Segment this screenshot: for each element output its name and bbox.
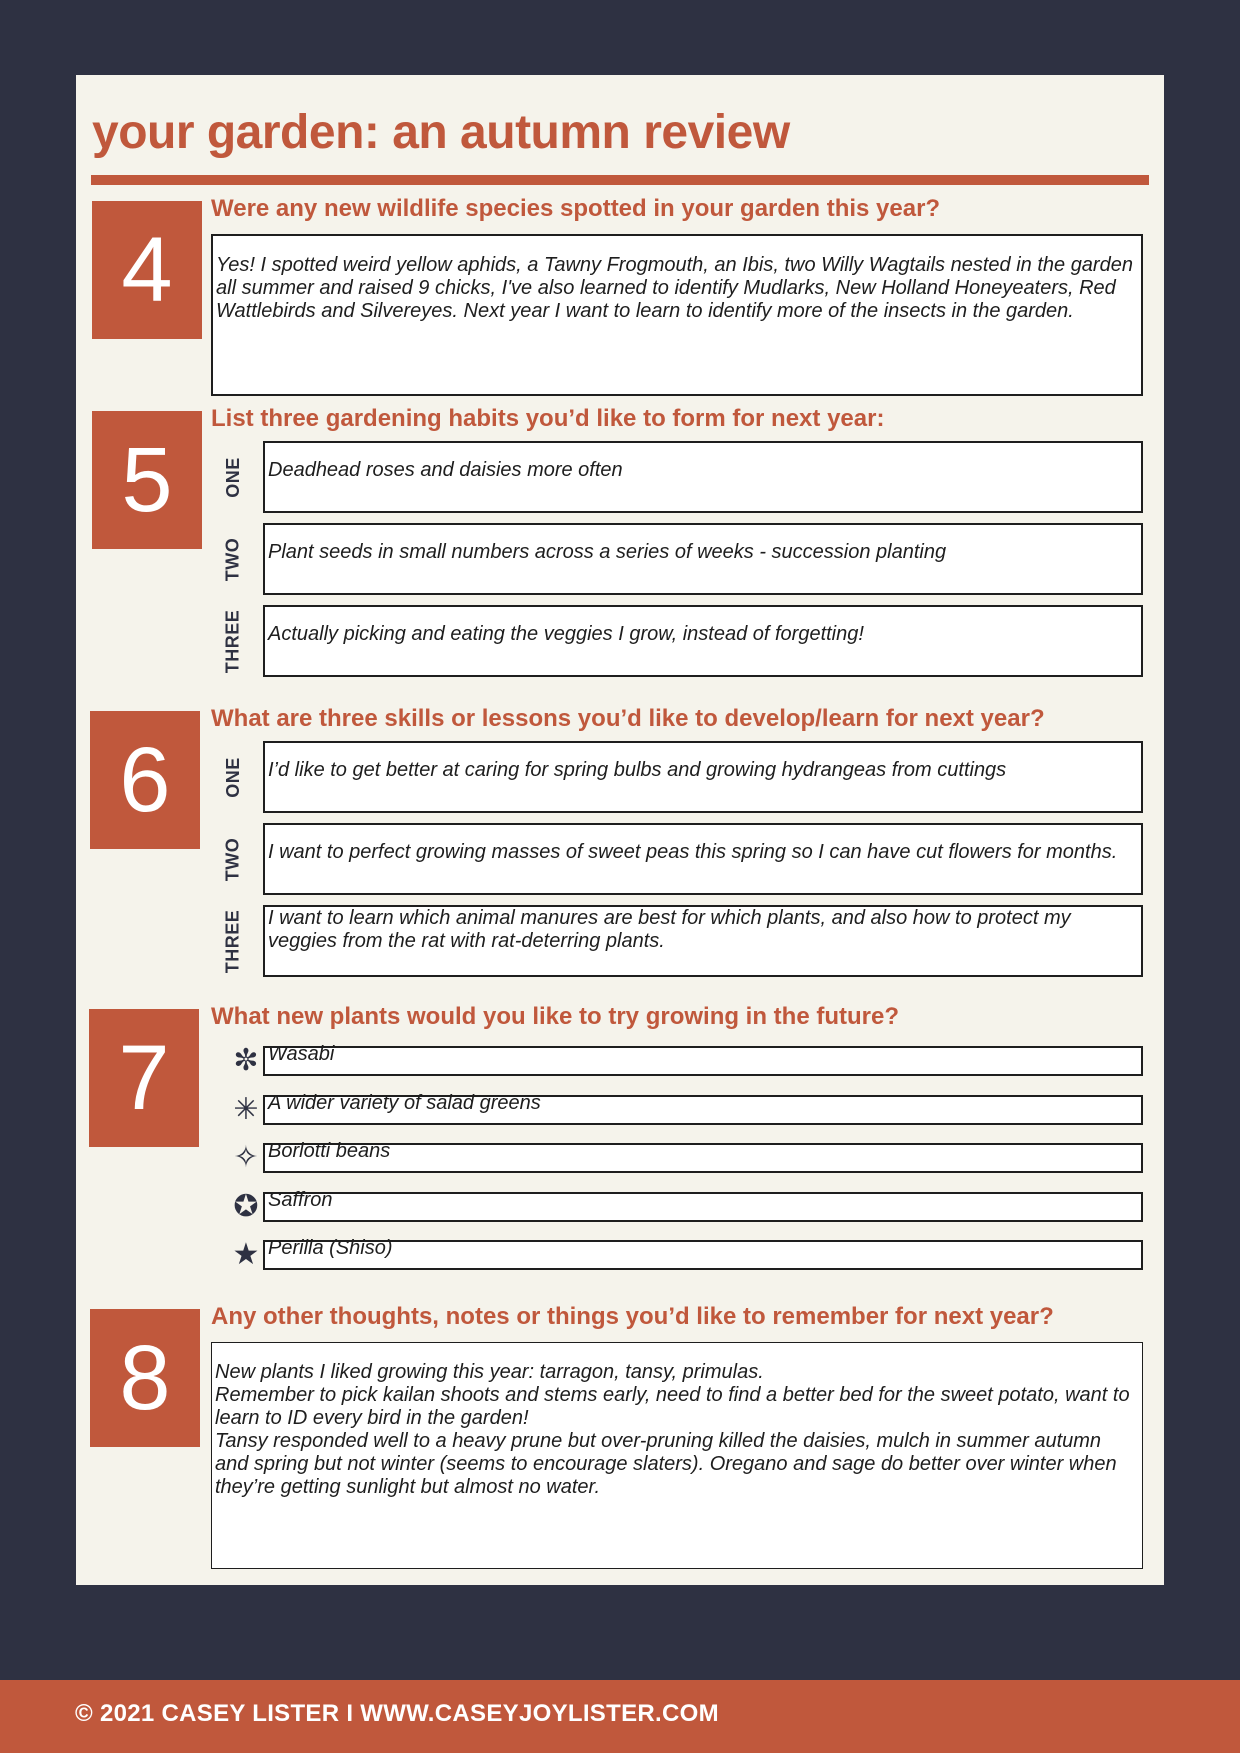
- skill-row-two: [211, 823, 1143, 895]
- habit-field-one[interactable]: Deadhead roses and daisies more often: [263, 441, 1143, 513]
- plant-field-5[interactable]: Perilla (Shiso): [263, 1240, 1143, 1270]
- skill-row-one: [211, 741, 1143, 813]
- question-8: Any other thoughts, notes or things you’d like to remember for next year?: [211, 1303, 1054, 1330]
- plant-row: [211, 1189, 1143, 1223]
- row-label: THREE: [222, 909, 243, 973]
- title-divider: [91, 175, 1149, 185]
- skill-row-three: [211, 905, 1143, 977]
- worksheet-page: [76, 75, 1164, 1585]
- plant-field-2[interactable]: A wider variety of salad greens: [263, 1095, 1143, 1125]
- four-point-star-icon: ✧: [233, 1141, 259, 1174]
- plant-field-3[interactable]: Borlotti beans: [263, 1143, 1143, 1173]
- question-4: Were any new wildlife species spotted in your garden this year?: [211, 195, 941, 222]
- skill-field-one[interactable]: I’d like to get better at caring for spring bulbs and growing hydrangeas from cuttings: [263, 741, 1143, 813]
- star-icon: ★: [232, 1238, 260, 1271]
- asterisk-flower-icon: ✼: [233, 1044, 259, 1077]
- row-label: TWO: [222, 837, 243, 881]
- habit-row-one: [211, 441, 1143, 513]
- plant-field-4[interactable]: Saffron: [263, 1192, 1143, 1222]
- plant-row: [211, 1043, 1143, 1077]
- thin-asterisk-icon: ✳: [233, 1093, 259, 1126]
- row-label: TWO: [222, 537, 243, 581]
- habit-field-three[interactable]: Actually picking and eating the veggies I grow, instead of forgetting!: [263, 605, 1143, 677]
- habit-row-two: [211, 523, 1143, 595]
- page-title: your garden: an autumn review: [92, 106, 790, 159]
- question-5: List three gardening habits you’d like to form for next year:: [211, 405, 885, 432]
- question-7: What new plants would you like to try growing in the future?: [211, 1003, 899, 1030]
- plant-field-1[interactable]: Wasabi: [263, 1046, 1143, 1076]
- section-number-4: 4: [92, 201, 202, 339]
- footer-copyright: © 2021 CASEY LISTER I WWW.CASEYJOYLISTER.COM: [75, 1700, 719, 1727]
- row-label: ONE: [222, 456, 243, 498]
- footer-bar: [0, 1680, 1240, 1753]
- habit-row-three: [211, 605, 1143, 677]
- section-number-7: 7: [89, 1009, 199, 1147]
- skill-field-two[interactable]: I want to perfect growing masses of sweet peas this spring so I can have cut flowers for months.: [263, 823, 1143, 895]
- answer-field-8[interactable]: New plants I liked growing this year: tarragon, tansy, primulas. Remember to pick kailan shoots and stems early, need to find a better bed for the sweet potato, want to learn to ID every bird in the garden! Tansy responded well to a heavy prune but over-pruning killed the daisies, mulch in summer autumn and spring but not winter (seems to encourage slaters). Oregano and sage do better over winter when they’re getting sunlight but almost no water.: [211, 1342, 1143, 1569]
- question-6: What are three skills or lessons you’d like to develop/learn for next year?: [211, 705, 1045, 732]
- plant-row: [211, 1237, 1143, 1271]
- section-number-5: 5: [92, 411, 202, 549]
- row-label: ONE: [222, 756, 243, 798]
- section-number-8: 8: [90, 1309, 200, 1447]
- habit-field-two[interactable]: Plant seeds in small numbers across a series of weeks - succession planting: [263, 523, 1143, 595]
- circled-star-icon: ✪: [233, 1190, 259, 1223]
- plant-row: [211, 1140, 1143, 1174]
- answer-field-4[interactable]: Yes! I spotted weird yellow aphids, a Tawny Frogmouth, an Ibis, two Willy Wagtails nested in the garden all summer and raised 9 chicks, I've also learned to identify Mudlarks, New Holland Honeyeaters, Red Wattlebirds and Silvereyes. Next year I want to learn to identify more of the insects in the garden.: [211, 234, 1143, 396]
- row-label: THREE: [222, 609, 243, 673]
- skill-field-three[interactable]: I want to learn which animal manures are best for which plants, and also how to protect my veggies from the rat with rat-deterring plants.: [263, 905, 1143, 977]
- section-number-6: 6: [90, 711, 200, 849]
- plant-row: [211, 1092, 1143, 1126]
